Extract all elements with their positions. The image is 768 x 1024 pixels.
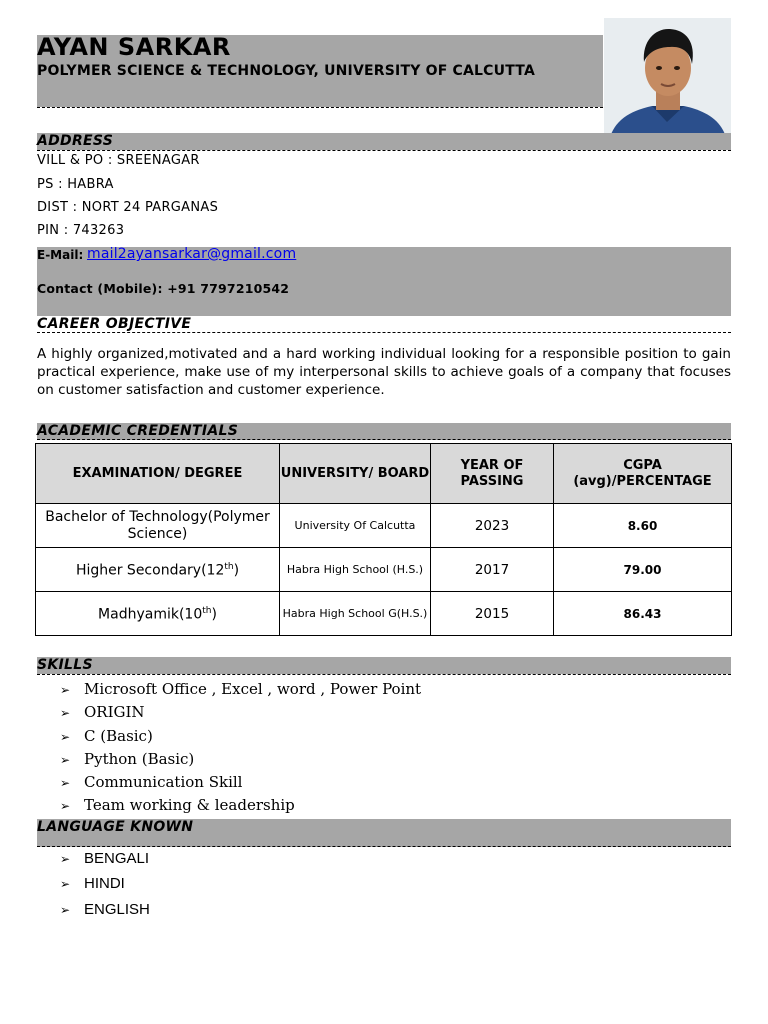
academic-heading: ACADEMIC CREDENTIALS bbox=[37, 423, 731, 440]
skills-heading: SKILLS bbox=[37, 657, 731, 674]
list-item bbox=[60, 773, 242, 791]
board-cell: Habra High School G(H.S.) bbox=[280, 592, 431, 636]
degree-text-end: ) bbox=[211, 606, 217, 623]
table-header-row bbox=[36, 444, 732, 504]
address-line: DIST : NORT 24 PARGANAS bbox=[37, 200, 219, 215]
degree-text: Higher Secondary(12 bbox=[75, 562, 225, 579]
board-cell: Habra High School (H.S.) bbox=[280, 548, 431, 592]
mobile-contact: Contact (Mobile): +91 7797210542 bbox=[37, 281, 290, 296]
arrowhead-bullet-icon: ➢ bbox=[60, 799, 71, 813]
list-item bbox=[60, 680, 421, 698]
list-item bbox=[60, 703, 145, 721]
skill-label: ORIGIN bbox=[84, 703, 145, 721]
skill-label: Communication Skill bbox=[84, 773, 243, 791]
board-cell: University Of Calcutta bbox=[280, 504, 431, 548]
language-label: ENGLISH bbox=[84, 901, 150, 918]
languages-heading: LANGUAGE KNOWN bbox=[37, 819, 731, 847]
score-cell: 8.60 bbox=[554, 504, 732, 548]
profile-photo bbox=[604, 18, 731, 141]
year-cell: 2017 bbox=[431, 548, 554, 592]
skill-label: C (Basic) bbox=[84, 727, 153, 745]
degree-superscript: th bbox=[224, 562, 234, 573]
column-header: YEAR OF PASSING bbox=[431, 444, 554, 504]
header-divider bbox=[37, 107, 603, 108]
list-item bbox=[60, 727, 153, 745]
column-header: CGPA (avg)/PERCENTAGE bbox=[554, 444, 732, 504]
arrowhead-bullet-icon: ➢ bbox=[60, 730, 71, 744]
skill-label: Team working & leadership bbox=[84, 796, 295, 814]
score-cell: 86.43 bbox=[554, 592, 732, 636]
arrowhead-bullet-icon: ➢ bbox=[60, 903, 71, 917]
language-label: BENGALI bbox=[84, 850, 150, 867]
list-item bbox=[60, 796, 295, 814]
degree-cell bbox=[36, 592, 280, 636]
objective-text: A highly organized,motivated and a hard working individual looking for a responsible position to gain practical experience, make use of my interpersonal skills to achieve goals of a company that focuses on customer satisfaction and customer experience. bbox=[37, 346, 731, 398]
arrowhead-bullet-icon: ➢ bbox=[60, 753, 71, 767]
address-line: VILL & PO : SREENAGAR bbox=[37, 153, 200, 168]
arrowhead-bullet-icon: ➢ bbox=[60, 706, 71, 720]
academic-divider bbox=[37, 439, 731, 440]
year-cell: 2023 bbox=[431, 504, 554, 548]
objective-divider bbox=[37, 332, 731, 333]
arrowhead-bullet-icon: ➢ bbox=[60, 852, 71, 866]
year-cell: 2015 bbox=[431, 592, 554, 636]
candidate-name: AYAN SARKAR bbox=[37, 33, 231, 61]
address-divider bbox=[37, 150, 731, 151]
list-item bbox=[60, 901, 150, 918]
objective-heading: CAREER OBJECTIVE bbox=[37, 316, 192, 332]
degree-cell bbox=[36, 548, 280, 592]
skills-divider bbox=[37, 674, 731, 675]
arrowhead-bullet-icon: ➢ bbox=[60, 776, 71, 790]
email-label: E-Mail: bbox=[37, 248, 84, 262]
person-portrait-icon bbox=[604, 18, 731, 141]
degree-text: Madhyamik(10 bbox=[98, 606, 203, 623]
table-row bbox=[36, 592, 732, 636]
skill-label: Python (Basic) bbox=[84, 750, 195, 768]
address-line: PIN : 743263 bbox=[37, 223, 125, 238]
candidate-subtitle: POLYMER SCIENCE & TECHNOLOGY, UNIVERSITY OF CALCUTTA bbox=[37, 63, 535, 79]
email-link[interactable]: mail2ayansarkar@gmail.com bbox=[87, 246, 297, 262]
column-header: UNIVERSITY/ BOARD bbox=[280, 444, 431, 504]
arrowhead-bullet-icon: ➢ bbox=[60, 683, 71, 697]
column-header: EXAMINATION/ DEGREE bbox=[36, 444, 280, 504]
list-item bbox=[60, 875, 125, 892]
arrowhead-bullet-icon: ➢ bbox=[60, 877, 71, 891]
languages-divider bbox=[37, 846, 731, 847]
degree-superscript: th bbox=[202, 606, 212, 617]
language-label: HINDI bbox=[84, 875, 125, 892]
address-line: PS : HABRA bbox=[37, 177, 114, 192]
degree-cell: Bachelor of Technology(Polymer Science) bbox=[36, 504, 280, 548]
address-heading: ADDRESS bbox=[37, 133, 731, 150]
list-item bbox=[60, 750, 194, 768]
skill-label: Microsoft Office , Excel , word , Power Point bbox=[84, 680, 422, 698]
list-item bbox=[60, 850, 149, 867]
score-cell: 79.00 bbox=[554, 548, 732, 592]
academic-table bbox=[35, 443, 732, 636]
degree-text-end: ) bbox=[233, 562, 240, 579]
table-row bbox=[36, 548, 732, 592]
table-row bbox=[36, 504, 732, 548]
